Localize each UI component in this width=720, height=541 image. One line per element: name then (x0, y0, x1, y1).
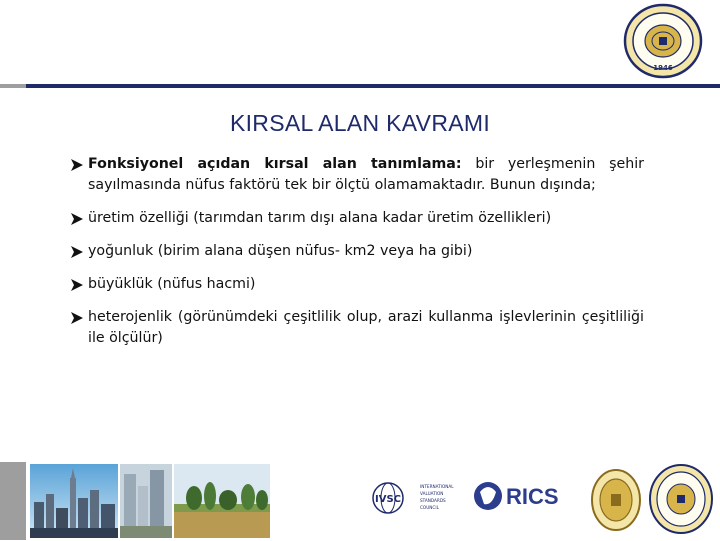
arrow-bullet-icon (70, 208, 86, 229)
city-skyline-photo (30, 464, 118, 538)
slide-title-text: KIRSAL ALAN KAVRAMI (229, 110, 491, 136)
bullet-text: bir yerleşmenin şehir sayılmasında nüfus faktörü tek bir ölçtü olamamaktadır. Bunun dışında; (88, 156, 644, 193)
gold-seal-logo (590, 464, 642, 536)
rics-logo (466, 462, 580, 536)
bullet-list (70, 154, 644, 361)
ivsc-mark-text: IVSC (374, 494, 402, 505)
bullet-functional (70, 154, 644, 196)
ivsc-mark-icon (368, 462, 460, 536)
bullet-text: heterojenlik (görünümdeki çeşitlilik olup, arazi kullanma işlevlerinin çeşitliliği ile ölçülür) (88, 309, 644, 346)
ivsc-line: STANDARDS (420, 498, 446, 503)
bullet-size (70, 274, 644, 295)
ivsc-line: INTERNATIONAL (420, 484, 454, 489)
rics-text: RICS (506, 484, 559, 509)
slide-title (0, 110, 720, 137)
ivsc-logo (368, 462, 460, 536)
footer-gray-bar (0, 462, 26, 540)
arrow-bullet-icon (70, 307, 86, 328)
header-rule-gray (0, 84, 26, 88)
bullet-density (70, 241, 644, 262)
university-seal-footer-logo (648, 462, 714, 536)
countryside-photo (174, 464, 270, 538)
bullet-production (70, 208, 644, 229)
seal-year: 1946 (653, 64, 673, 72)
bullet-bold-text: Fonksiyonel açıdan kırsal alan tanımlama: (88, 156, 462, 172)
towers-photo (120, 464, 172, 538)
bullet-heterogeneity (70, 307, 644, 349)
ivsc-line: COUNCIL (420, 505, 439, 510)
university-seal-logo (623, 3, 703, 79)
bullet-text: üretim özelliği (tarımdan tarım dışı alana kadar üretim özellikleri) (88, 210, 552, 226)
bullet-text: yoğunluk (birim alana düşen nüfus- km2 veya ha gibi) (88, 243, 473, 259)
header-rule-navy (26, 84, 720, 88)
arrow-bullet-icon (70, 154, 86, 175)
arrow-bullet-icon (70, 241, 86, 262)
bullet-text: büyüklük (nüfus hacmi) (88, 276, 256, 292)
ivsc-line: VALUATION (420, 491, 444, 496)
arrow-bullet-icon (70, 274, 86, 295)
rics-lion-icon (466, 462, 580, 536)
